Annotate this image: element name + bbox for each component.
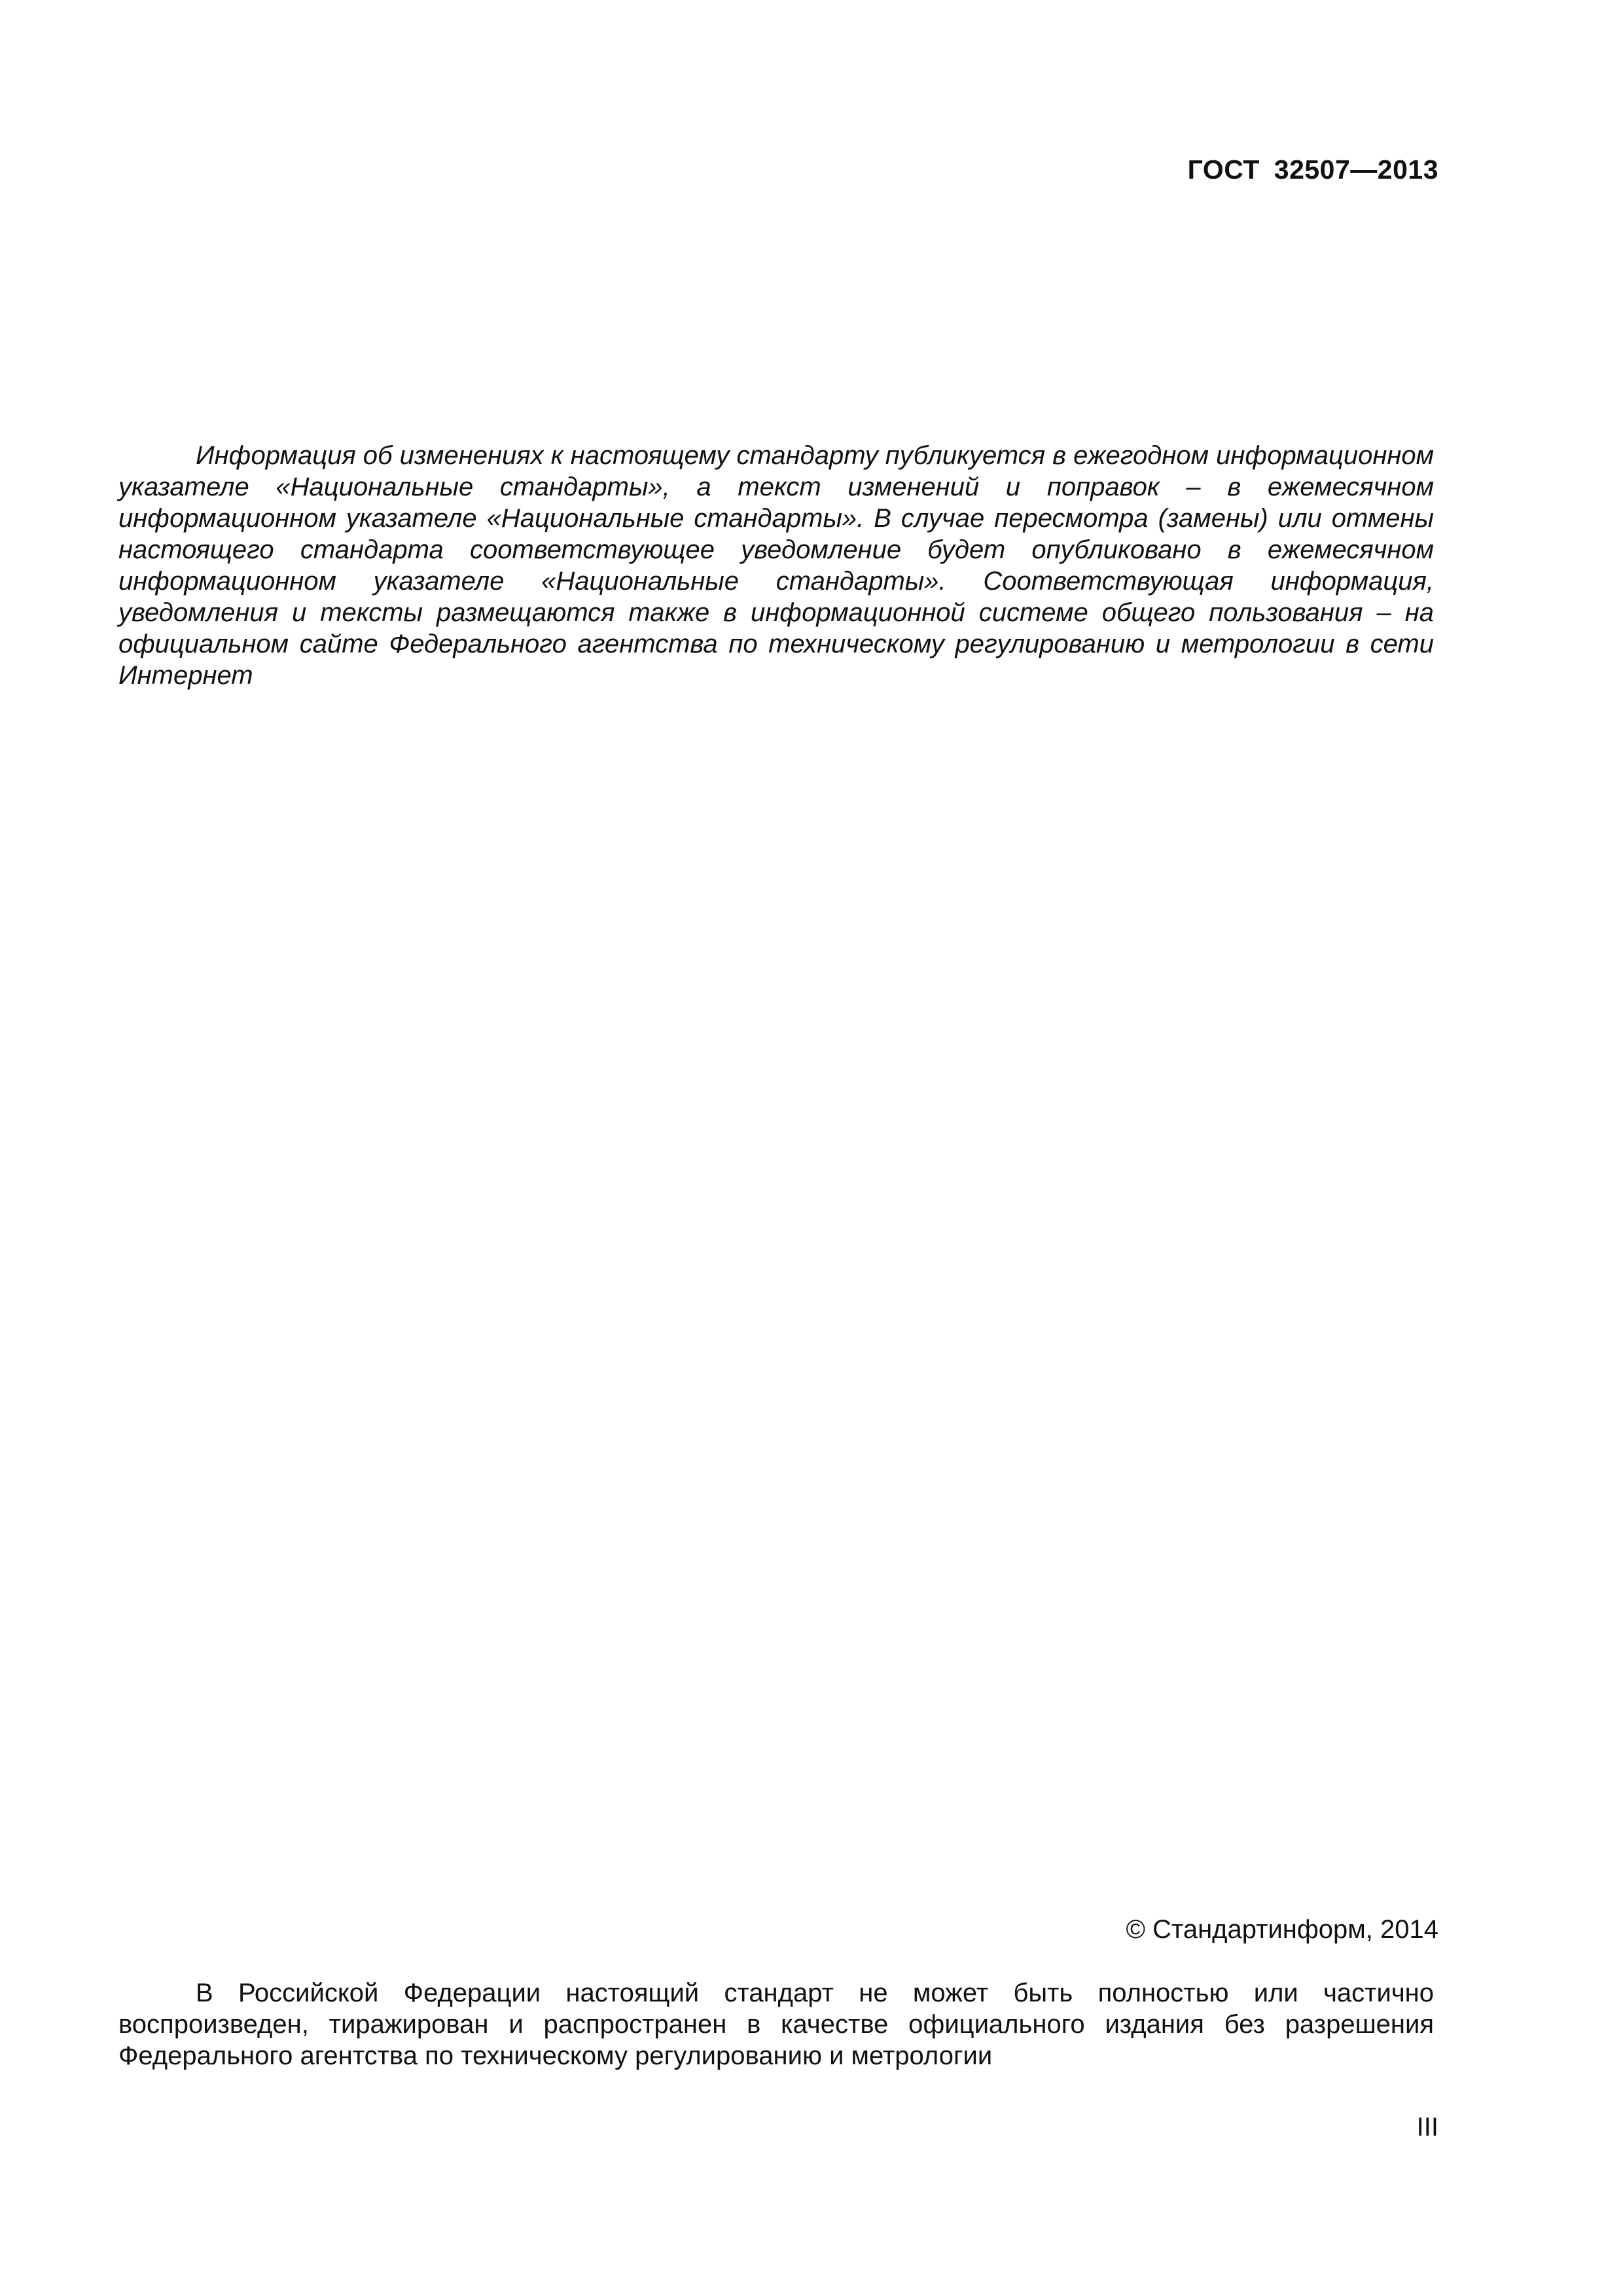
reproduction-restriction-paragraph: В Российской Федерации настоящий стандарт не может быть полностью или частично воспроизведен, тиражирован и распространен в качестве официального издания без разрешения Федерального агентства по техническому регулированию и метрологии [118, 1979, 1434, 2070]
copyright-notice: © Стандартинформ, 2014 [1126, 1915, 1438, 1944]
page-number: III [1416, 2113, 1438, 2142]
amendment-information-paragraph: Информация об изменениях к настоящему стандарту публикуется в ежегодном информационном указателе «Национальные стандарты», а текст изменений и поправок – в ежемесячном информационном указателе «Национальные стандарты». В случае пересмотра (замены) или отмены настоящего стандарта соответствующее уведомление будет опубликовано в ежемесячном информационном указателе «Национальные стандарты». Соответствующая информация, уведомления и тексты размещаются также в информационной системе общего пользования – на официальном сайте Федерального агентства по техническому регулированию и метрологии в сети Интернет [118, 441, 1435, 690]
standard-code-header: ГОСТ 32507—2013 [1187, 154, 1438, 185]
